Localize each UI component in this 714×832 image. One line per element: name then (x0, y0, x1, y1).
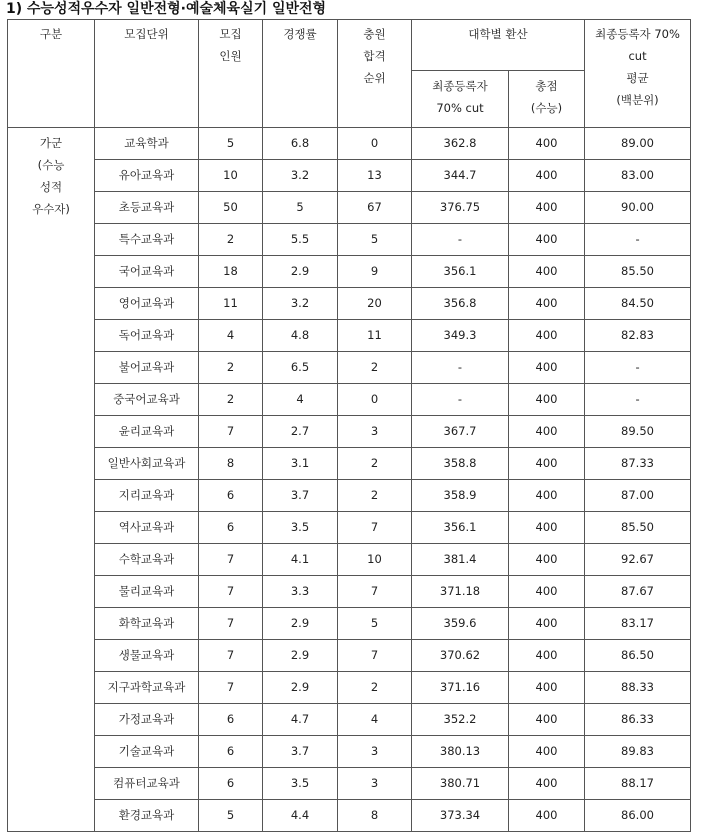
competition-cell: 4 (263, 384, 338, 416)
competition-cell: 3.3 (263, 576, 338, 608)
table-row (8, 672, 691, 704)
cut-cell: 367.7 (412, 416, 509, 448)
table-row (8, 576, 691, 608)
avg-cell: 90.00 (585, 192, 691, 224)
table-row (8, 352, 691, 384)
total-cell: 400 (509, 768, 585, 800)
header-unit: 모집단위 (95, 20, 199, 128)
unit-cell: 생물교육과 (95, 640, 199, 672)
unit-cell: 특수교육과 (95, 224, 199, 256)
avg-cell: - (585, 384, 691, 416)
unit-cell: 화학교육과 (95, 608, 199, 640)
total-cell: 400 (509, 256, 585, 288)
waitlist-cell: 7 (338, 512, 412, 544)
competition-cell: 4.1 (263, 544, 338, 576)
avg-cell: 87.00 (585, 480, 691, 512)
unit-cell: 영어교육과 (95, 288, 199, 320)
cut-cell: 362.8 (412, 128, 509, 160)
waitlist-cell: 13 (338, 160, 412, 192)
total-cell: 400 (509, 512, 585, 544)
avg-cell: 88.33 (585, 672, 691, 704)
table-row (8, 480, 691, 512)
table-row (8, 736, 691, 768)
cut-cell: 344.7 (412, 160, 509, 192)
unit-cell: 불어교육과 (95, 352, 199, 384)
table-body (8, 128, 691, 832)
waitlist-cell: 5 (338, 224, 412, 256)
competition-cell: 3.2 (263, 160, 338, 192)
cut-cell: 352.2 (412, 704, 509, 736)
table-row (8, 608, 691, 640)
waitlist-cell: 67 (338, 192, 412, 224)
avg-cell: 83.17 (585, 608, 691, 640)
cut-cell: 349.3 (412, 320, 509, 352)
total-cell: 400 (509, 224, 585, 256)
table-row (8, 448, 691, 480)
table-row (8, 384, 691, 416)
waitlist-cell: 2 (338, 672, 412, 704)
competition-cell: 2.9 (263, 608, 338, 640)
avg-cell: 85.50 (585, 512, 691, 544)
total-cell: 400 (509, 800, 585, 832)
waitlist-cell: 5 (338, 608, 412, 640)
table-row (8, 256, 691, 288)
avg-cell: 86.50 (585, 640, 691, 672)
quota-cell: 7 (199, 416, 263, 448)
unit-cell: 유아교육과 (95, 160, 199, 192)
competition-cell: 3.1 (263, 448, 338, 480)
quota-cell: 6 (199, 704, 263, 736)
unit-cell: 컴퓨터교육과 (95, 768, 199, 800)
cut-cell: - (412, 384, 509, 416)
competition-cell: 2.7 (263, 416, 338, 448)
waitlist-cell: 2 (338, 480, 412, 512)
cut-cell: 376.75 (412, 192, 509, 224)
competition-cell: 2.9 (263, 256, 338, 288)
header-avg: 최종등록자 70% cut 평균 (백분위) (585, 20, 691, 128)
admissions-table (7, 19, 691, 832)
competition-cell: 3.5 (263, 512, 338, 544)
avg-cell: 88.17 (585, 768, 691, 800)
avg-cell: 83.00 (585, 160, 691, 192)
avg-cell: 89.83 (585, 736, 691, 768)
header-competition: 경쟁률 (263, 20, 338, 128)
waitlist-cell: 4 (338, 704, 412, 736)
competition-cell: 3.7 (263, 736, 338, 768)
header-category: 구분 (8, 20, 95, 128)
cut-cell: 370.62 (412, 640, 509, 672)
total-cell: 400 (509, 288, 585, 320)
unit-cell: 윤리교육과 (95, 416, 199, 448)
quota-cell: 8 (199, 448, 263, 480)
waitlist-cell: 3 (338, 768, 412, 800)
table-row (8, 416, 691, 448)
total-cell: 400 (509, 352, 585, 384)
avg-cell: 86.00 (585, 800, 691, 832)
unit-cell: 지리교육과 (95, 480, 199, 512)
cut-cell: 358.8 (412, 448, 509, 480)
total-cell: 400 (509, 608, 585, 640)
table-row (8, 800, 691, 832)
avg-cell: 84.50 (585, 288, 691, 320)
total-cell: 400 (509, 160, 585, 192)
cut-cell: 380.71 (412, 768, 509, 800)
total-cell: 400 (509, 704, 585, 736)
unit-cell: 교육학과 (95, 128, 199, 160)
quota-cell: 18 (199, 256, 263, 288)
waitlist-cell: 0 (338, 384, 412, 416)
unit-cell: 기술교육과 (95, 736, 199, 768)
table-row (8, 288, 691, 320)
avg-cell: 82.83 (585, 320, 691, 352)
total-cell: 400 (509, 736, 585, 768)
quota-cell: 4 (199, 320, 263, 352)
avg-cell: 86.33 (585, 704, 691, 736)
competition-cell: 6.5 (263, 352, 338, 384)
header-quota: 모집 인원 (199, 20, 263, 128)
table-row (8, 224, 691, 256)
cut-cell: 359.6 (412, 608, 509, 640)
avg-cell: 87.67 (585, 576, 691, 608)
header-total: 총점 (수능) (509, 71, 585, 128)
quota-cell: 5 (199, 800, 263, 832)
header-conversion: 대학별 환산 (412, 20, 585, 71)
table-row (8, 704, 691, 736)
table-row (8, 192, 691, 224)
waitlist-cell: 0 (338, 128, 412, 160)
quota-cell: 10 (199, 160, 263, 192)
unit-cell: 지구과학교육과 (95, 672, 199, 704)
quota-cell: 11 (199, 288, 263, 320)
category-cell: 가군 (수능 성적 우수자) (8, 128, 95, 832)
total-cell: 400 (509, 480, 585, 512)
quota-cell: 6 (199, 480, 263, 512)
quota-cell: 6 (199, 736, 263, 768)
unit-cell: 가정교육과 (95, 704, 199, 736)
quota-cell: 6 (199, 512, 263, 544)
unit-cell: 물리교육과 (95, 576, 199, 608)
waitlist-cell: 3 (338, 416, 412, 448)
total-cell: 400 (509, 672, 585, 704)
waitlist-cell: 9 (338, 256, 412, 288)
unit-cell: 중국어교육과 (95, 384, 199, 416)
quota-cell: 7 (199, 544, 263, 576)
header-cut70: 최종등록자 70% cut (412, 71, 509, 128)
cut-cell: 358.9 (412, 480, 509, 512)
waitlist-cell: 2 (338, 448, 412, 480)
waitlist-cell: 20 (338, 288, 412, 320)
avg-cell: - (585, 352, 691, 384)
unit-cell: 환경교육과 (95, 800, 199, 832)
total-cell: 400 (509, 320, 585, 352)
competition-cell: 2.9 (263, 640, 338, 672)
unit-cell: 초등교육과 (95, 192, 199, 224)
waitlist-cell: 11 (338, 320, 412, 352)
unit-cell: 수학교육과 (95, 544, 199, 576)
quota-cell: 50 (199, 192, 263, 224)
table-row (8, 320, 691, 352)
waitlist-cell: 2 (338, 352, 412, 384)
quota-cell: 7 (199, 576, 263, 608)
quota-cell: 7 (199, 608, 263, 640)
page-title: 1) 수능성적우수자 일반전형·예술체육실기 일반전형 (6, 1, 327, 17)
competition-cell: 4.4 (263, 800, 338, 832)
competition-cell: 3.5 (263, 768, 338, 800)
quota-cell: 2 (199, 384, 263, 416)
header-waitlist: 충원 합격 순위 (338, 20, 412, 128)
total-cell: 400 (509, 416, 585, 448)
quota-cell: 2 (199, 224, 263, 256)
waitlist-cell: 7 (338, 576, 412, 608)
cut-cell: 371.18 (412, 576, 509, 608)
cut-cell: 356.8 (412, 288, 509, 320)
quota-cell: 7 (199, 640, 263, 672)
table-row (8, 128, 691, 160)
competition-cell: 2.9 (263, 672, 338, 704)
competition-cell: 6.8 (263, 128, 338, 160)
cut-cell: - (412, 352, 509, 384)
total-cell: 400 (509, 192, 585, 224)
cut-cell: 371.16 (412, 672, 509, 704)
table-row (8, 768, 691, 800)
table-row (8, 160, 691, 192)
quota-cell: 5 (199, 128, 263, 160)
competition-cell: 4.7 (263, 704, 338, 736)
avg-cell: 89.00 (585, 128, 691, 160)
table-row (8, 640, 691, 672)
total-cell: 400 (509, 384, 585, 416)
table-row (8, 512, 691, 544)
avg-cell: 87.33 (585, 448, 691, 480)
waitlist-cell: 10 (338, 544, 412, 576)
waitlist-cell: 8 (338, 800, 412, 832)
cut-cell: 356.1 (412, 512, 509, 544)
avg-cell: 85.50 (585, 256, 691, 288)
table-row (8, 544, 691, 576)
waitlist-cell: 7 (338, 640, 412, 672)
total-cell: 400 (509, 128, 585, 160)
total-cell: 400 (509, 544, 585, 576)
competition-cell: 3.7 (263, 480, 338, 512)
unit-cell: 역사교육과 (95, 512, 199, 544)
cut-cell: 356.1 (412, 256, 509, 288)
avg-cell: - (585, 224, 691, 256)
cut-cell: 380.13 (412, 736, 509, 768)
competition-cell: 3.2 (263, 288, 338, 320)
cut-cell: 381.4 (412, 544, 509, 576)
competition-cell: 4.8 (263, 320, 338, 352)
quota-cell: 7 (199, 672, 263, 704)
waitlist-cell: 3 (338, 736, 412, 768)
competition-cell: 5.5 (263, 224, 338, 256)
avg-cell: 89.50 (585, 416, 691, 448)
total-cell: 400 (509, 448, 585, 480)
competition-cell: 5 (263, 192, 338, 224)
total-cell: 400 (509, 576, 585, 608)
unit-cell: 일반사회교육과 (95, 448, 199, 480)
cut-cell: - (412, 224, 509, 256)
unit-cell: 국어교육과 (95, 256, 199, 288)
quota-cell: 2 (199, 352, 263, 384)
quota-cell: 6 (199, 768, 263, 800)
avg-cell: 92.67 (585, 544, 691, 576)
unit-cell: 독어교육과 (95, 320, 199, 352)
cut-cell: 373.34 (412, 800, 509, 832)
total-cell: 400 (509, 640, 585, 672)
